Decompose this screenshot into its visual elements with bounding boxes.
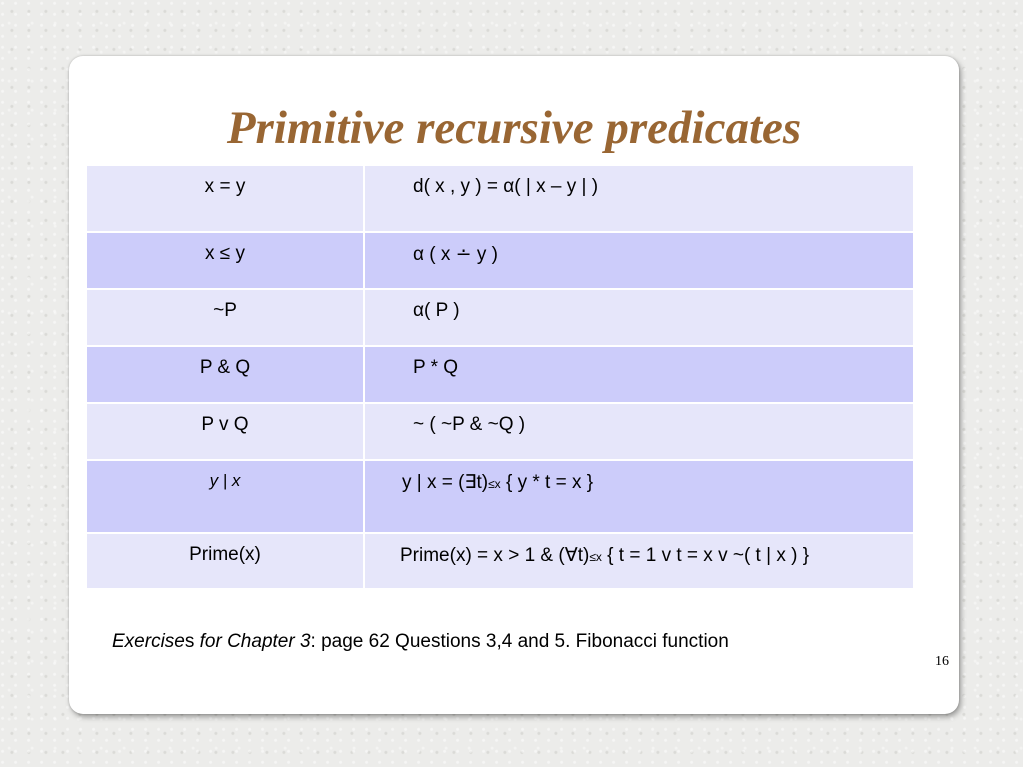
- table-row: [87, 346, 913, 403]
- bound-subscript: ≤x: [488, 477, 501, 491]
- predicate-cell: P v Q: [87, 403, 364, 460]
- predicates-table: [87, 166, 913, 590]
- table-row: [87, 289, 913, 346]
- exercise-details: : page 62 Questions 3,4 and 5. Fibonacci function: [310, 631, 729, 652]
- table-row: [87, 232, 913, 289]
- exercise-chapter: for Chapter 3: [194, 631, 311, 652]
- page-number: 16: [935, 654, 949, 669]
- definition-cell: [364, 533, 913, 589]
- bound-subscript: ≤x: [589, 550, 602, 564]
- predicate-cell: x ≤ y: [87, 232, 364, 289]
- definition-text: { t = 1 v t = x v ~( t | x ) }: [601, 545, 810, 566]
- definition-cell: P * Q: [364, 346, 913, 403]
- definition-cell: ~ ( ~P & ~Q ): [364, 403, 913, 460]
- definition-cell: α ( x ∸ y ): [364, 232, 913, 289]
- exercise-label: Exercise: [112, 631, 185, 652]
- predicate-cell: P & Q: [87, 346, 364, 403]
- slide: [69, 56, 959, 714]
- definition-cell: α( P ): [364, 289, 913, 346]
- definition-text: y | x = (∃t): [402, 472, 489, 493]
- predicate-cell: ~P: [87, 289, 364, 346]
- table-row: [87, 533, 913, 589]
- table-row: [87, 166, 913, 232]
- definition-text: { y * t = x }: [500, 472, 594, 493]
- exercise-label-suffix: s: [184, 631, 195, 652]
- definition-text: Prime(x) = x > 1 & (∀t): [400, 545, 590, 566]
- definition-cell: d( x , y ) = α( | x – y | ): [364, 166, 913, 232]
- table-row: [87, 403, 913, 460]
- table-row: [87, 460, 913, 533]
- definition-cell: [364, 460, 913, 533]
- predicate-cell: y | x: [87, 460, 364, 533]
- slide-title: Primitive recursive predicates: [226, 102, 802, 154]
- exercise-note: [112, 631, 729, 653]
- predicate-cell: Prime(x): [87, 533, 364, 589]
- predicate-cell: x = y: [87, 166, 364, 232]
